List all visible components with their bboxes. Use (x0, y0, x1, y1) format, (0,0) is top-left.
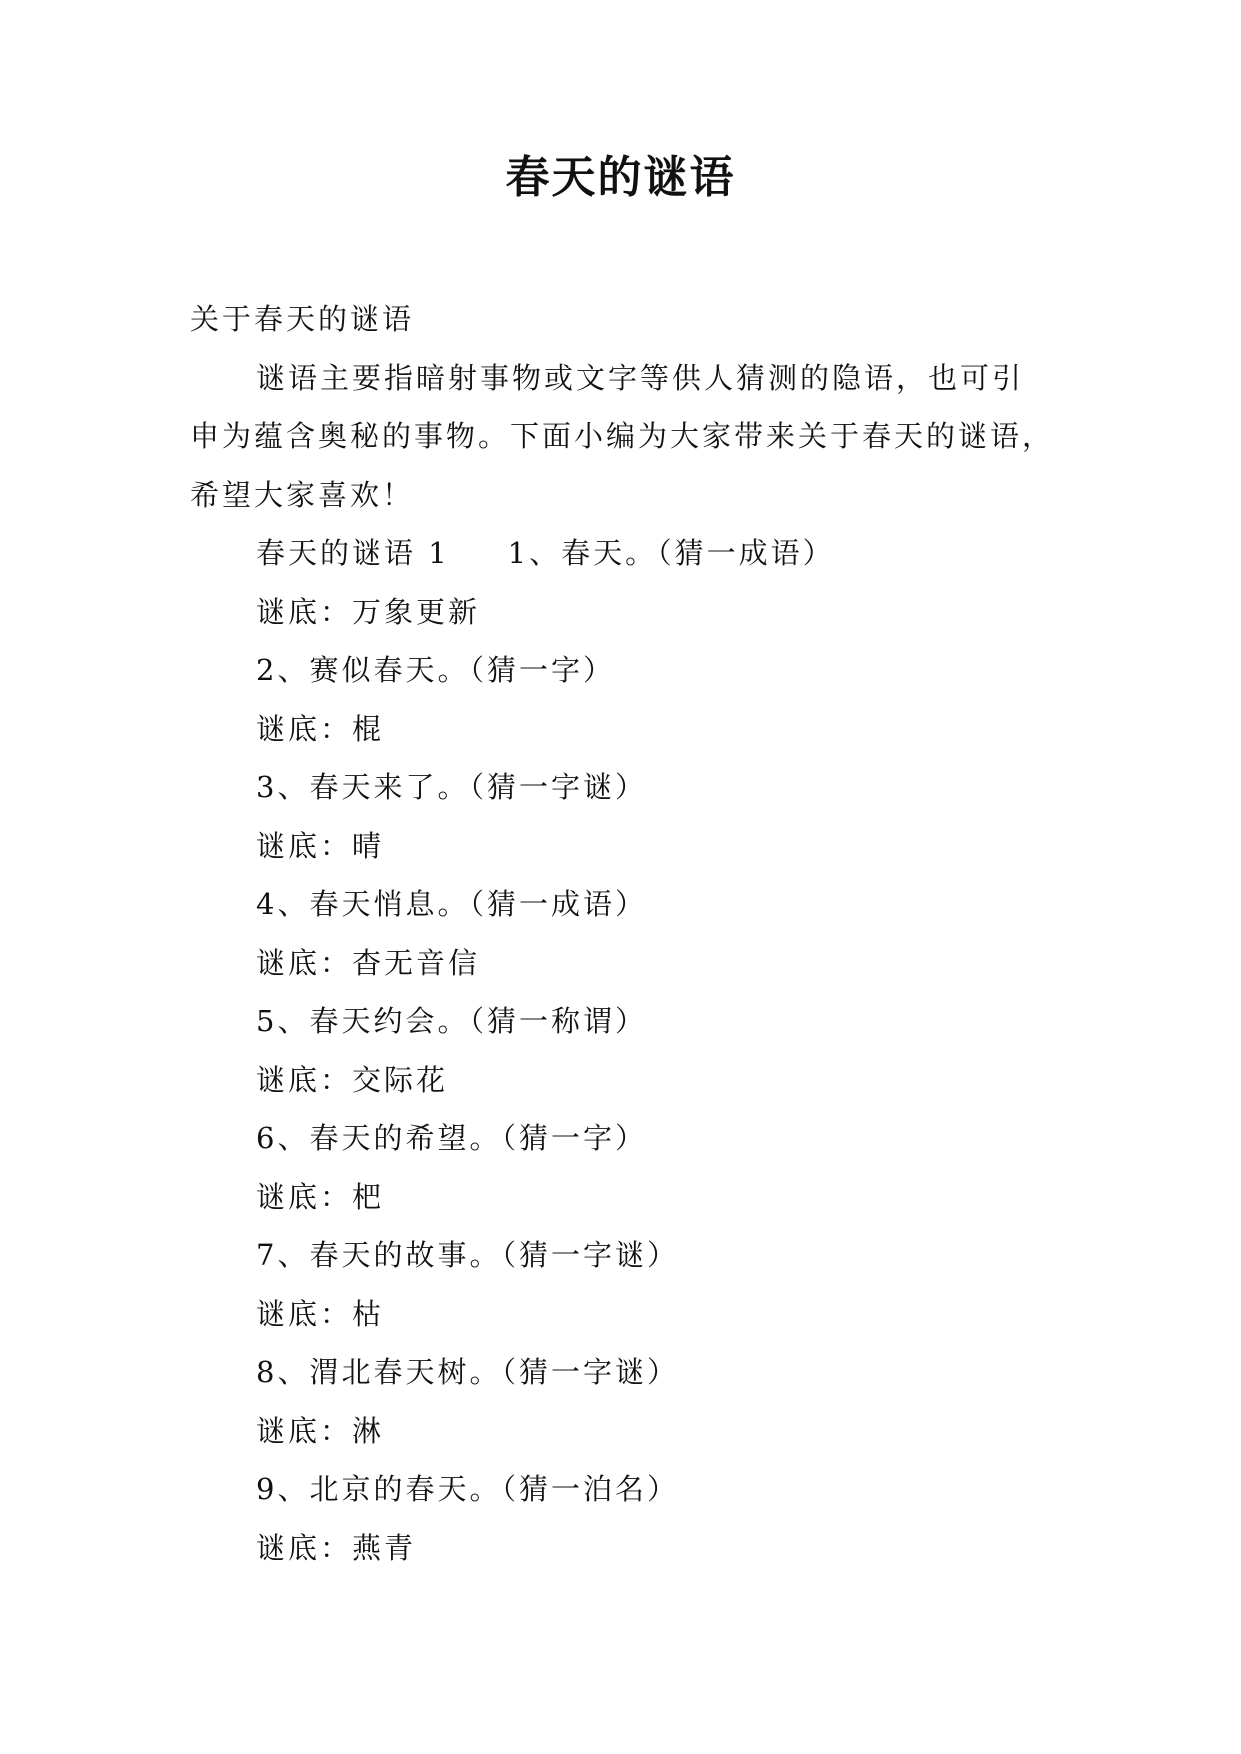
section-heading-row (190, 524, 1055, 583)
riddle-question: 8、渭北春天树。（猜一字谜） (256, 1355, 679, 1389)
riddle-question: 1、春天。（猜一成语） (507, 536, 835, 570)
subtitle: 关于春天的谜语 (190, 302, 415, 336)
riddle-answer: 谜底：交际花 (256, 1062, 449, 1097)
document-body (190, 290, 1055, 1577)
riddle-question: 2、赛似春天。（猜一字） (256, 653, 615, 687)
intro-line: 申为蕴含奥秘的事物。下面小编为大家带来关于春天的谜语， (190, 419, 1055, 453)
riddle-question: 7、春天的故事。（猜一字谜） (256, 1238, 679, 1272)
intro-line: 谜语主要指暗射事物或文字等供人猜测的隐语，也可引 (256, 360, 1025, 395)
riddle-question: 6、春天的希望。（猜一字） (256, 1121, 647, 1155)
page-title: 春天的谜语 (505, 152, 736, 203)
riddle-question: 4、春天悄息。（猜一成语） (256, 887, 647, 921)
riddle-answer: 谜底：棍 (256, 711, 385, 746)
intro-line: 希望大家喜欢！ (190, 477, 415, 512)
riddle-question: 9、北京的春天。（猜一泊名） (256, 1472, 679, 1506)
riddle-answer: 谜底：万象更新 (256, 594, 481, 629)
riddle-answer: 谜底：枯 (256, 1296, 385, 1331)
riddle-question: 5、春天约会。（猜一称谓） (256, 1004, 647, 1038)
section-label: 春天的谜语 1 (256, 536, 450, 570)
riddle-answer: 谜底：燕青 (256, 1530, 417, 1565)
riddle-answer: 谜底：杳无音信 (256, 945, 481, 980)
riddle-question: 3、春天来了。（猜一字谜） (256, 770, 647, 804)
riddle-answer: 谜底：晴 (256, 828, 385, 863)
riddle-answer: 谜底：淋 (256, 1413, 385, 1448)
riddle-answer: 谜底：杷 (256, 1179, 385, 1214)
